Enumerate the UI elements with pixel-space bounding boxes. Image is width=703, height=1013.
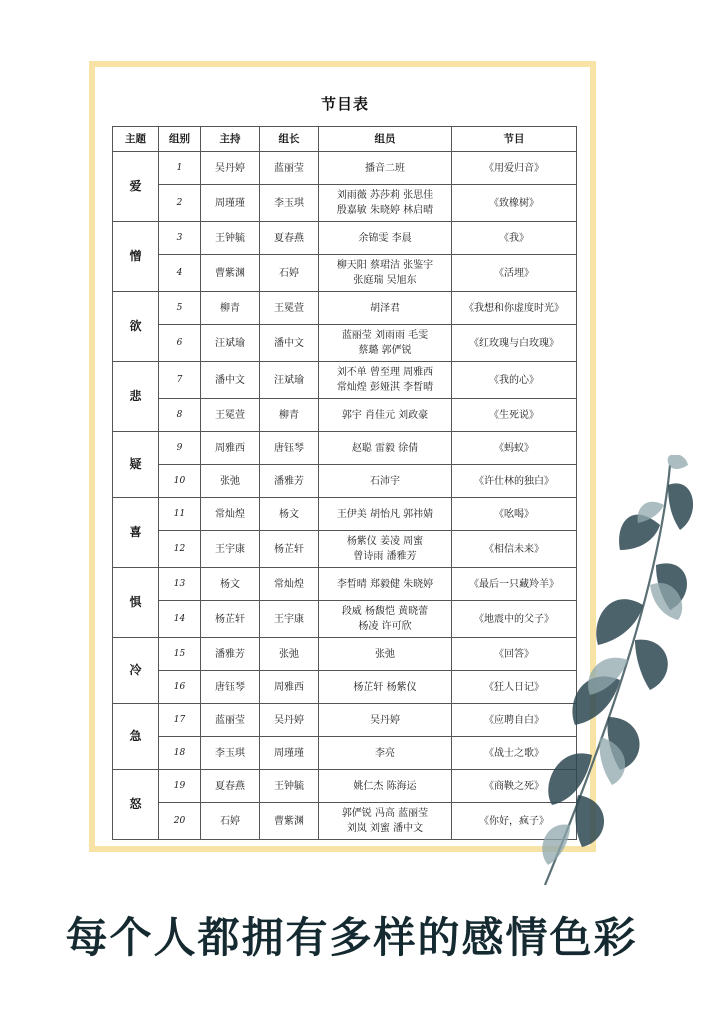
leader-cell: 周雅西 [260,671,319,704]
group-cell: 6 [159,325,201,362]
host-cell: 王钟毓 [201,222,260,255]
table-row [113,803,577,840]
leaf-branch-icon [520,455,703,895]
program-cell: 《用爱归音》 [452,152,577,185]
table-row [113,704,577,737]
group-cell: 19 [159,770,201,803]
members-cell [319,399,452,432]
members-cell [319,292,452,325]
table-row [113,465,577,498]
member-line: 余锦雯 李晨 [358,232,412,244]
program-cell: 《蚂蚁》 [452,432,577,465]
leader-cell: 石婷 [260,255,319,292]
table-row [113,671,577,704]
members-cell [319,465,452,498]
leader-cell: 潘中文 [260,325,319,362]
members-cell [319,325,452,362]
leader-cell: 汪斌瑜 [260,362,319,399]
member-line: 段威 杨馥恺 黄晓蕾 [341,606,429,617]
leader-cell: 杨芷轩 [260,531,319,568]
group-cell: 15 [159,638,201,671]
group-cell: 12 [159,531,201,568]
member-line: 曾诗雨 潘雅芳 [353,551,417,562]
table-row [113,568,577,601]
group-cell: 1 [159,152,201,185]
table-row [113,737,577,770]
header-leader: 组长 [260,127,319,152]
member-line: 刘不单 曾至理 周雅西 [336,367,434,378]
group-cell: 5 [159,292,201,325]
group-cell: 2 [159,185,201,222]
table-row [113,325,577,362]
member-line: 刘雨薇 苏莎莉 张思佳 [336,190,434,201]
members-cell [319,432,452,465]
members-cell [319,531,452,568]
member-line: 常灿煌 彭娅淇 李晳晴 [336,382,434,393]
member-line: 张弛 [375,648,395,660]
host-cell: 周瑾瑾 [201,185,260,222]
theme-cell: 爱 [113,152,159,222]
member-line: 杨紫仪 姜凌 周蜜 [346,536,424,547]
table-row [113,185,577,222]
member-line: 刘岚 刘蜜 潘中文 [346,823,424,834]
host-cell: 王冕萱 [201,399,260,432]
table-row [113,362,577,399]
program-cell: 《我的心》 [452,362,577,399]
host-cell: 石婷 [201,803,260,840]
program-cell: 《致橡树》 [452,185,577,222]
member-line: 柳天阳 蔡珺洁 张鉴宇 [336,260,434,271]
member-line: 蔡璐 郭俨锐 [358,345,412,356]
program-cell: 《许仕林的独白》 [452,465,577,498]
group-cell: 17 [159,704,201,737]
table-row [113,222,577,255]
member-line: 李亮 [375,747,395,759]
member-line: 郭俨锐 冯高 蓝丽莹 [341,808,429,819]
member-line: 播音二班 [365,162,405,174]
program-cell: 《红玫瑰与白玫瑰》 [452,325,577,362]
group-cell: 13 [159,568,201,601]
table-row [113,531,577,568]
host-cell: 潘中文 [201,362,260,399]
page-title: 节目表 [320,95,369,113]
host-cell: 张弛 [201,465,260,498]
member-line: 吴丹婷 [370,714,400,726]
group-cell: 18 [159,737,201,770]
host-cell: 蓝丽莹 [201,704,260,737]
member-line: 石沛宇 [370,475,400,487]
members-cell [319,671,452,704]
host-cell: 常灿煌 [201,498,260,531]
group-cell: 14 [159,601,201,638]
program-cell: 《生死说》 [452,399,577,432]
host-cell: 杨文 [201,568,260,601]
header-host: 主持 [201,127,260,152]
member-line: 赵聪 雷毅 徐倩 [351,442,419,454]
program-cell: 《活埋》 [452,255,577,292]
member-line: 姚仁杰 陈海运 [353,780,417,792]
program-cell: 《回答》 [452,638,577,671]
program-table [112,126,577,840]
host-cell: 吴丹婷 [201,152,260,185]
theme-cell: 喜 [113,498,159,568]
table-row [113,638,577,671]
table-body [113,152,577,840]
host-cell: 李玉琪 [201,737,260,770]
table-row [113,399,577,432]
leader-cell: 唐钰琴 [260,432,319,465]
members-cell [319,770,452,803]
program-cell: 《狂人日记》 [452,671,577,704]
members-cell [319,498,452,531]
host-cell: 潘雅芳 [201,638,260,671]
member-line: 胡泽君 [370,302,400,314]
member-line: 王伊美 胡怡凡 郭祎婧 [336,508,434,520]
leader-cell: 王宇康 [260,601,319,638]
members-cell [319,222,452,255]
table-header-row [113,127,577,152]
theme-cell: 欲 [113,292,159,362]
leader-cell: 曹紫渊 [260,803,319,840]
member-line: 李晳晴 郑毅健 朱晓婷 [336,578,434,590]
theme-cell: 悲 [113,362,159,432]
program-cell: 《应聘自白》 [452,704,577,737]
group-cell: 8 [159,399,201,432]
members-cell [319,568,452,601]
members-cell [319,704,452,737]
members-cell [319,185,452,222]
header-group: 组别 [159,127,201,152]
host-cell: 杨芷轩 [201,601,260,638]
member-line: 殷嘉敏 朱晓婷 林启晴 [336,205,434,216]
group-cell: 7 [159,362,201,399]
program-cell: 《商鞅之死》 [452,770,577,803]
table-row [113,292,577,325]
leader-cell: 蓝丽莹 [260,152,319,185]
host-cell: 王宇康 [201,531,260,568]
table-row [113,152,577,185]
table-row [113,601,577,638]
theme-cell: 冷 [113,638,159,704]
group-cell: 10 [159,465,201,498]
program-cell: 《战士之歌》 [452,737,577,770]
host-cell: 曹紫渊 [201,255,260,292]
leader-cell: 周瑾瑾 [260,737,319,770]
member-line: 郭宇 肖佳元 刘政豪 [341,409,429,421]
members-cell [319,152,452,185]
leader-cell: 杨文 [260,498,319,531]
leader-cell: 张弛 [260,638,319,671]
theme-cell: 憎 [113,222,159,292]
leader-cell: 李玉琪 [260,185,319,222]
members-cell [319,737,452,770]
program-sheet [112,90,578,840]
leader-cell: 柳青 [260,399,319,432]
member-line: 张庭瑞 吴旭东 [353,275,417,286]
slogan: 每个人都拥有多样的感情色彩 [65,913,638,962]
members-cell [319,803,452,840]
host-cell: 周雅西 [201,432,260,465]
program-cell: 《吆喝》 [452,498,577,531]
theme-cell: 怒 [113,770,159,840]
table-row [113,432,577,465]
theme-cell: 急 [113,704,159,770]
table-row [113,498,577,531]
member-line: 蓝丽莹 刘雨雨 毛雯 [341,330,429,341]
program-cell: 《我》 [452,222,577,255]
group-cell: 11 [159,498,201,531]
group-cell: 16 [159,671,201,704]
leader-cell: 夏春燕 [260,222,319,255]
group-cell: 4 [159,255,201,292]
table-row [113,255,577,292]
host-cell: 柳青 [201,292,260,325]
header-program: 节目 [452,127,577,152]
leader-cell: 潘雅芳 [260,465,319,498]
program-cell: 《相信未来》 [452,531,577,568]
leader-cell: 吴丹婷 [260,704,319,737]
host-cell: 汪斌瑜 [201,325,260,362]
program-cell: 《最后一只藏羚羊》 [452,568,577,601]
program-cell: 《地震中的父子》 [452,601,577,638]
theme-cell: 疑 [113,432,159,498]
group-cell: 20 [159,803,201,840]
member-line: 杨凌 许可欣 [358,621,412,632]
group-cell: 3 [159,222,201,255]
theme-cell: 惧 [113,568,159,638]
leader-cell: 王冕萱 [260,292,319,325]
members-cell [319,255,452,292]
host-cell: 夏春燕 [201,770,260,803]
member-line: 杨芷轩 杨紫仪 [353,681,417,693]
header-theme: 主题 [113,127,159,152]
leader-cell: 常灿煌 [260,568,319,601]
program-cell: 《你好，疯子》 [452,803,577,840]
members-cell [319,362,452,399]
header-members: 组员 [319,127,452,152]
host-cell: 唐钰琴 [201,671,260,704]
members-cell [319,638,452,671]
members-cell [319,601,452,638]
leader-cell: 王钟毓 [260,770,319,803]
group-cell: 9 [159,432,201,465]
table-row [113,770,577,803]
program-cell: 《我想和你虚度时光》 [452,292,577,325]
